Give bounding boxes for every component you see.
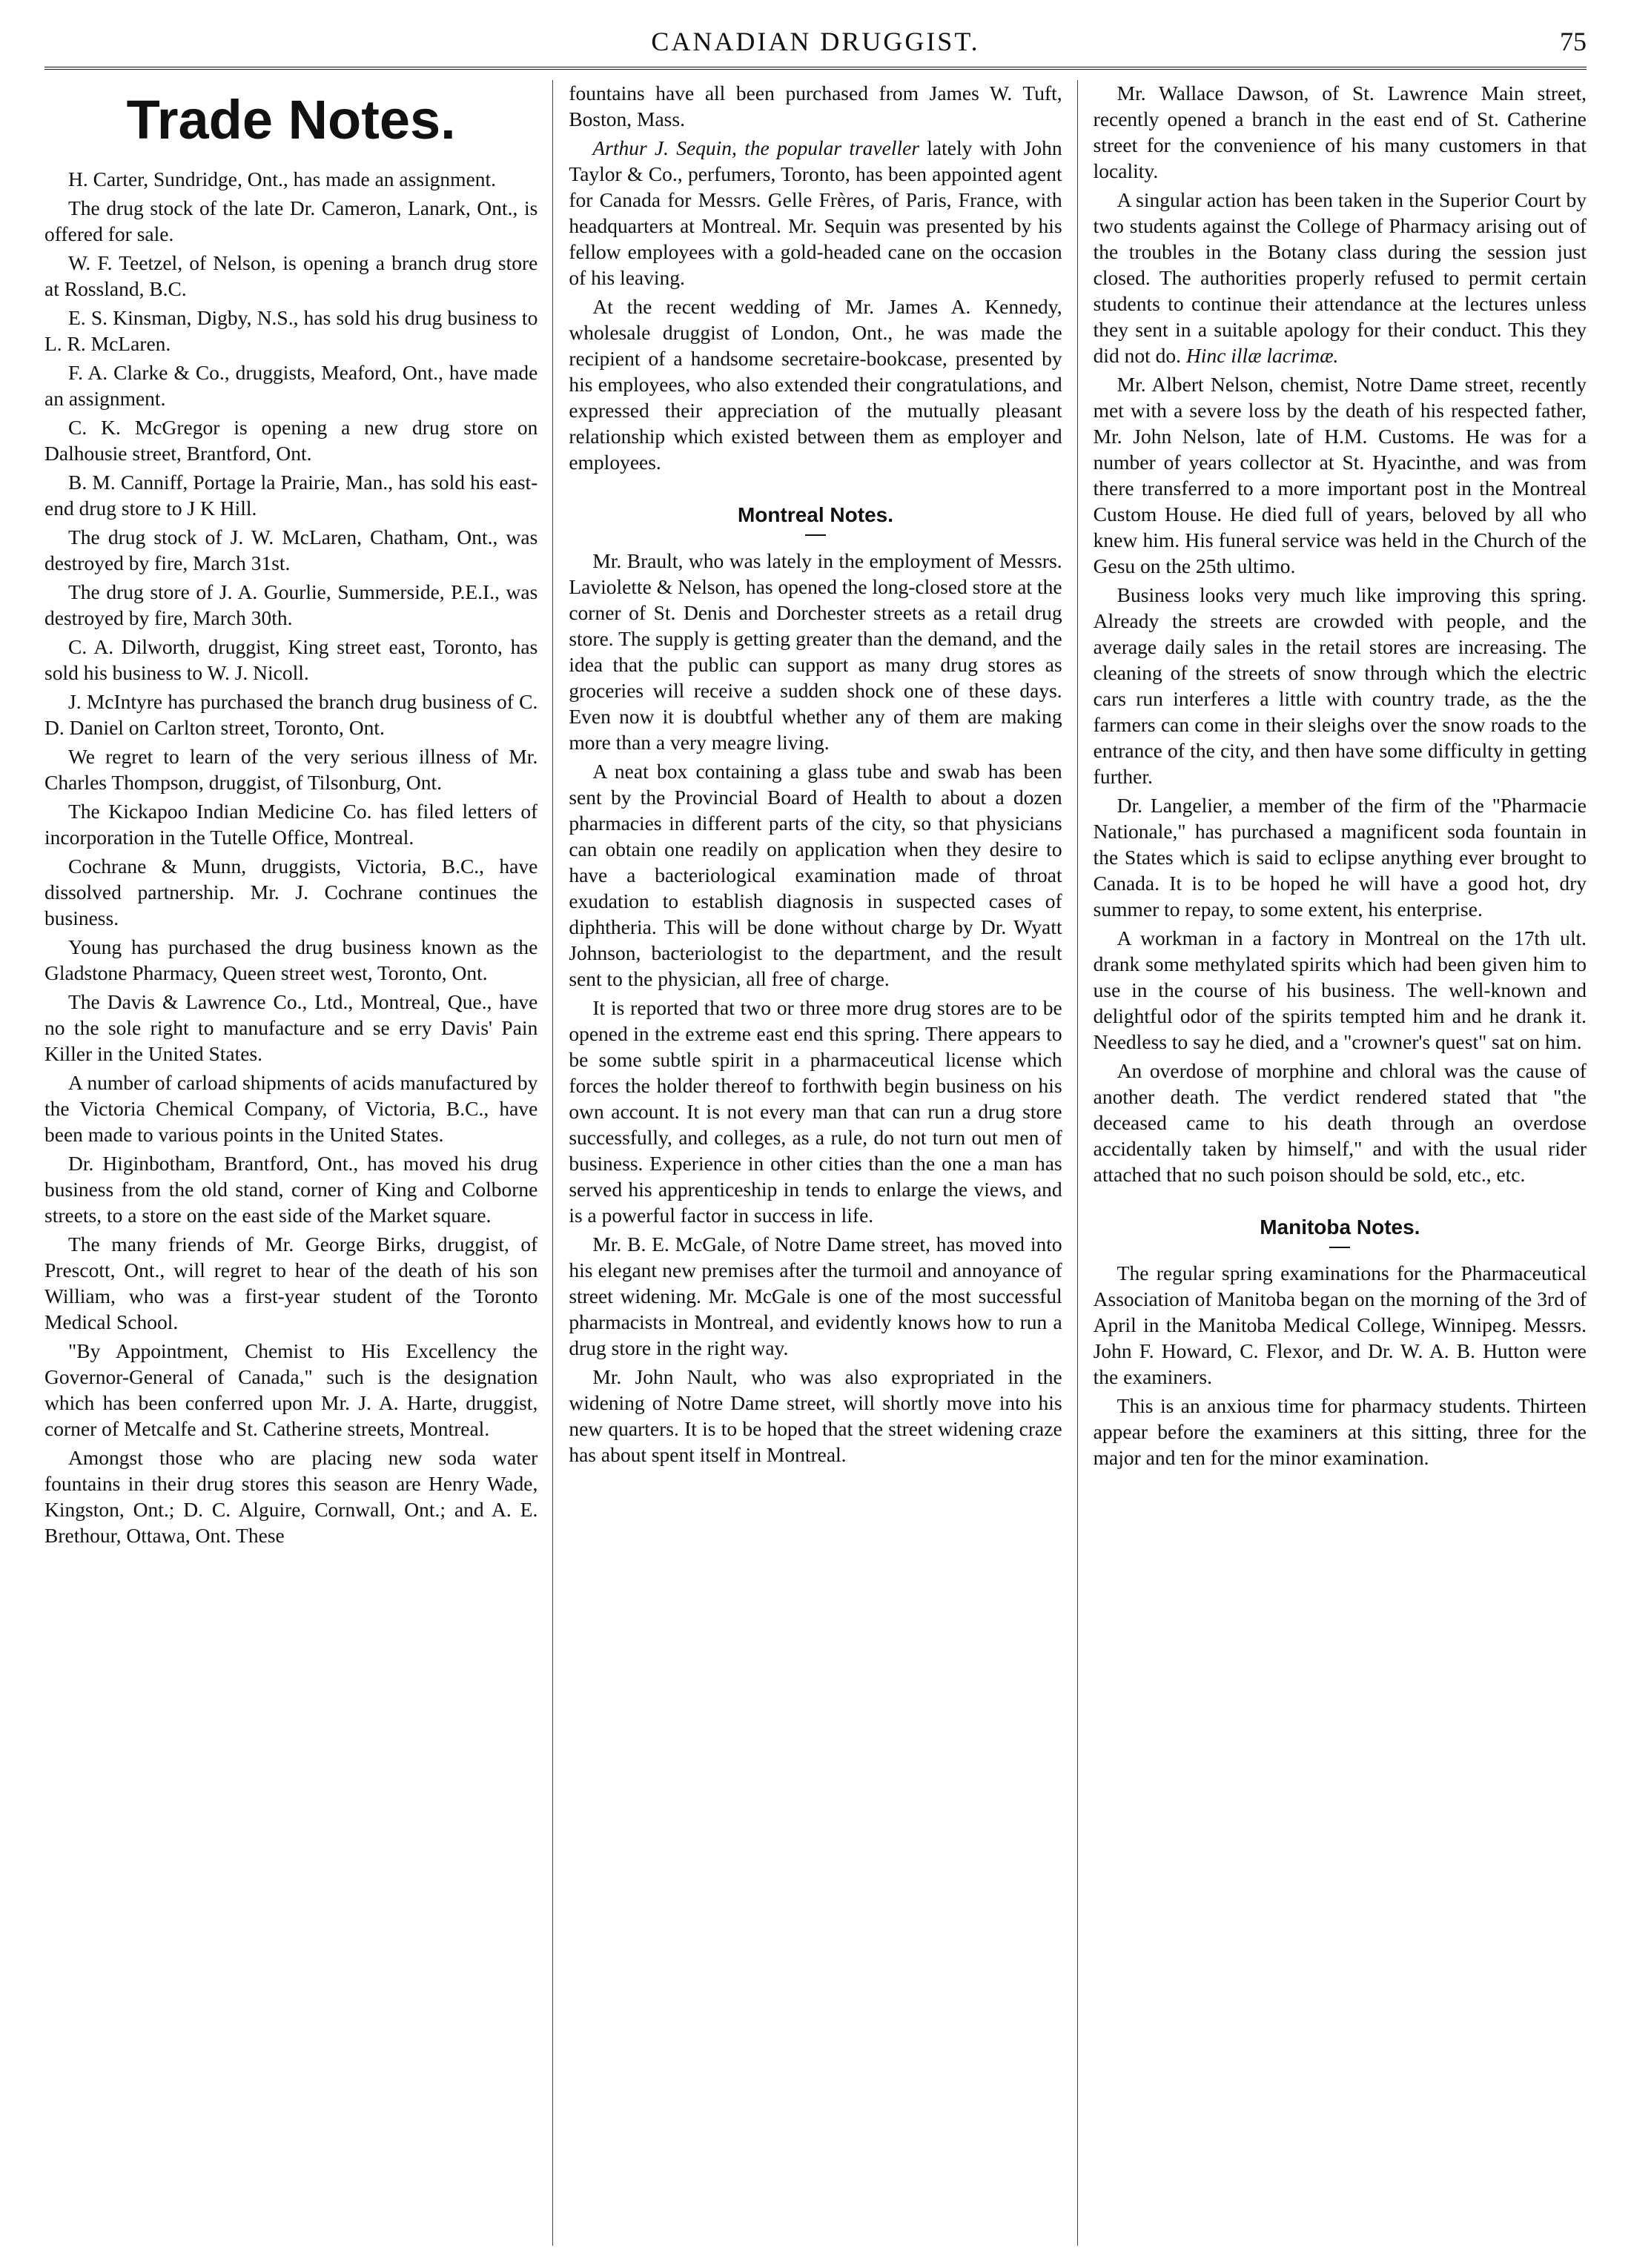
trade-note: B. M. Canniff, Portage la Prairie, Man., has sold his east-end drug store to J K Hill. xyxy=(44,471,538,520)
trade-note: The drug stock of J. W. McLaren, Chatham, Ont., was destroyed by fire, March 31st. xyxy=(44,525,538,574)
trade-note: H. Carter, Sundridge, Ont., has made an assignment. xyxy=(68,168,497,190)
section-rule xyxy=(805,534,826,536)
trade-note: F. A. Clarke & Co., druggists, Meaford, Ont., have made an assignment. xyxy=(44,361,538,410)
page-header xyxy=(44,24,1587,68)
section-title-manitoba-notes: Manitoba Notes. xyxy=(1260,1216,1420,1239)
montreal-note: A neat box containing a glass tube and swab has been sent by the Provincial Board of Health to about a dozen pharmacies in different parts of the city, so that physicians can obtain one readily on application when they desire to have a bacteriological examination made of throat exudation to establish diagnosis in suspected cases of diphtheria. This will be done without charge by Dr. Wyatt Johnson, bacteriologist to the department, and the result sent to the physician, all free of charge. xyxy=(569,760,1062,990)
trade-note: Cochrane & Munn, druggists, Victoria, B.C., have dissolved partnership. Mr. J. Cochrane continues the business. xyxy=(44,855,538,929)
montreal-note: Mr. Albert Nelson, chemist, Notre Dame street, recently met with a severe loss by the death of his respected father, Mr. John Nelson, late of H.M. Customs. He was for a number of years collector at St. Hyacinthe, and was from there transferred to a more important post in the Montreal Custom House. He died full of years, beloved by all who knew him. His funeral service was held in the Church of the Gesu on the 25th ultimo. xyxy=(1093,373,1587,577)
column-1 xyxy=(44,80,537,2246)
montreal-note-college xyxy=(1094,187,1587,368)
section-rule xyxy=(1329,1247,1350,1248)
sequin-rest: lately with John Taylor & Co., perfumers, Toronto, has been appointed agent for Canada for Messrs. Gelle Frères, of Paris, France, with headquarters at Montreal. Mr. Sequin was presented by his fellow employees with a gold-headed cane on the occasion of his leaving. xyxy=(569,136,1062,289)
section-title-trade-notes: Trade Notes. xyxy=(126,89,456,150)
college-note-text: A singular action has been taken in the Superior Court by two students against the College of Pharmacy arising out of the troubles in the Botany class during the session just closed. The authorities properly refused to permit certain students to continue their attendance at the lectures unless they sent in a suitable apology for their conduct. This they did not do. xyxy=(1093,188,1587,367)
trade-note: A number of carload shipments of acids manufactured by the Victoria Chemical Company, of Victoria, B.C., have been made to various points in the United States. xyxy=(44,1071,538,1146)
page-number: 75 xyxy=(1560,27,1587,56)
trade-note: The Kickapoo Indian Medicine Co. has filed letters of incorporation in the Tutelle Office, Montreal. xyxy=(44,800,538,849)
trade-note: Amongst those who are placing new soda water fountains in their drug stores this season are Henry Wade, Kingston, Ont.; D. C. Alguire, Cornwall, Ont.; and A. E. Brethour, Ottawa, Ont. These xyxy=(44,1446,538,1547)
trade-note: The drug store of J. A. Gourlie, Summerside, P.E.I., was destroyed by fire, March 30th. xyxy=(44,580,538,629)
trade-note: C. K. McGregor is opening a new drug store on Dalhousie street, Brantford, Ont. xyxy=(44,416,538,465)
montreal-note: Mr. B. E. McGale, of Notre Dame street, has moved into his elegant new premises after the turmoil and annoyance of street widening. Mr. McGale is one of the most successful pharmacists in Montreal, and evidently knows how to run a drug store in the right way. xyxy=(569,1233,1062,1359)
trade-note: J. McIntyre has purchased the branch drug business of C. D. Daniel on Carlton street, Toronto, Ont. xyxy=(44,690,538,739)
manitoba-note: The regular spring examinations for the Pharmaceutical Association of Manitoba began on the morning of the 3rd of April in the Manitoba Medical College, Winnipeg. Messrs. John F. Howard, C. Flexor, and Dr. W. A. B. Hutton were the examiners. xyxy=(1093,1261,1587,1388)
article-columns xyxy=(44,80,1587,2246)
running-title: CANADIAN DRUGGIST. xyxy=(651,27,980,56)
trade-note: Dr. Higinbotham, Brantford, Ont., has moved his drug business from the old stand, corner of King and Colborne streets, to a store on the east side of the Market square. xyxy=(44,1152,538,1227)
trade-note-continued: fountains have all been purchased from James W. Tuft, Boston, Mass. xyxy=(569,82,1062,130)
trade-note: The drug stock of the late Dr. Cameron, Lanark, Ont., is offered for sale. xyxy=(44,196,538,245)
trade-note: W. F. Teetzel, of Nelson, is opening a branch drug store at Rossland, B.C. xyxy=(44,251,538,300)
montreal-note: An overdose of morphine and chloral was the cause of another death. The verdict rendered stated that "the deceased came to his death through an overdose accidentally taken by himself," and with the usual rider attached that no such poison should be sold, etc., etc. xyxy=(1093,1059,1587,1186)
section-title-montreal-notes: Montreal Notes. xyxy=(737,503,893,526)
column-3 xyxy=(1094,80,1587,2246)
header-rule xyxy=(44,67,1587,70)
trade-note: C. A. Dilworth, druggist, King street east, Toronto, has sold his business to W. J. Nicoll. xyxy=(44,635,538,684)
montreal-note: It is reported that two or three more drug stores are to be opened in the extreme east end this spring. There appears to be some subtle spirit in a pharmaceutical license which forces the holder thereof to forthwith begin business on his own account. It is not every man that can run a drug store successfully, and colleges, as a rule, do not turn out men of business. Experience in other cities than the one a man has served his apprenticeship in tends to enlarge the views, and is a powerful factor in success in life. xyxy=(569,996,1062,1227)
manitoba-note: This is an anxious time for pharmacy students. Thirteen appear before the examiners at this sitting, three for the major and ten for the minor examination. xyxy=(1093,1394,1587,1469)
trade-note: At the recent wedding of Mr. James A. Kennedy, wholesale druggist of London, Ont., he was made the recipient of a handsome secretaire-bookcase, presented by his employees, who also extended their congratulations, and expressed their appreciation of the mutually pleasant relationship which existed between them as employer and employees. xyxy=(569,295,1062,474)
montreal-note: A workman in a factory in Montreal on the 17th ult. drank some methylated spirits which had been given him to use in the course of his business. The well-known and delightful odor of the spirits tempted him and he drank it. Needless to say he died, and a "crowner's quest" sat on him. xyxy=(1093,926,1587,1053)
montreal-note: Business looks very much like improving this spring. Already the streets are crowded with people, and the average daily sales in the retail stores are increasing. The cleaning of the streets of snow through which the electric cars run interferes a little with country trade, as the the farmers can come in their sleighs over the snow roads to the entrance of the city, and then have some difficulty in getting further. xyxy=(1093,583,1587,788)
montreal-note: Mr. Brault, who was lately in the employment of Messrs. Laviolette & Nelson, has opened the long-closed store at the corner of St. Denis and Dorchester streets as a retail drug store. The supply is getting greater than the demand, and the idea that the public can support as many drug stores as groceries will receive a sudden shock one of these days. Even now it is doubtful whether any of them are making more than a very meagre living. xyxy=(569,549,1062,754)
trade-note: "By Appointment, Chemist to His Excellency the Governor-General of Canada," such is the designation which has been conferred upon Mr. J. A. Harte, druggist, corner of Metcalfe and St. Catherine streets, Montreal. xyxy=(44,1339,538,1440)
trade-note: We regret to learn of the very serious illness of Mr. Charles Thompson, druggist, of Tilsonburg, Ont. xyxy=(44,745,538,794)
montreal-note: Dr. Langelier, a member of the firm of the "Pharmacie Nationale," has purchased a magnificent soda fountain in the States which is said to eclipse anything ever brought to Canada. It is to be hoped he will have a good hot, dry summer to repay, to some extent, his enterprise. xyxy=(1093,794,1587,921)
sequin-lead: Arthur J. Sequin, the popular traveller xyxy=(592,136,920,159)
column-2 xyxy=(569,80,1062,2246)
college-note-latin: Hinc illæ lacrimæ. xyxy=(1185,344,1339,367)
trade-note-sequin xyxy=(569,135,1062,291)
trade-note: The Davis & Lawrence Co., Ltd., Montreal, Que., have no the sole right to manufacture and se erry Davis' Pain Killer in the United States. xyxy=(44,990,538,1065)
trade-note: Young has purchased the drug business known as the Gladstone Pharmacy, Queen street west, Toronto, Ont. xyxy=(44,935,538,984)
trade-note: The many friends of Mr. George Birks, druggist, of Prescott, Ont., will regret to hear of the death of his son William, who was a first-year student of the Toronto Medical School. xyxy=(44,1233,538,1333)
montreal-note: Mr. John Nault, who was also expropriated in the widening of Notre Dame street, will shortly move into his new quarters. It is to be hoped that the street widening craze has about spent itself in Montreal. xyxy=(569,1365,1062,1466)
montreal-note: Mr. Wallace Dawson, of St. Lawrence Main street, recently opened a branch in the east end of St. Catherine street for the convenience of his many customers in that locality. xyxy=(1093,82,1587,182)
trade-note: E. S. Kinsman, Digby, N.S., has sold his drug business to L. R. McLaren. xyxy=(44,306,538,355)
